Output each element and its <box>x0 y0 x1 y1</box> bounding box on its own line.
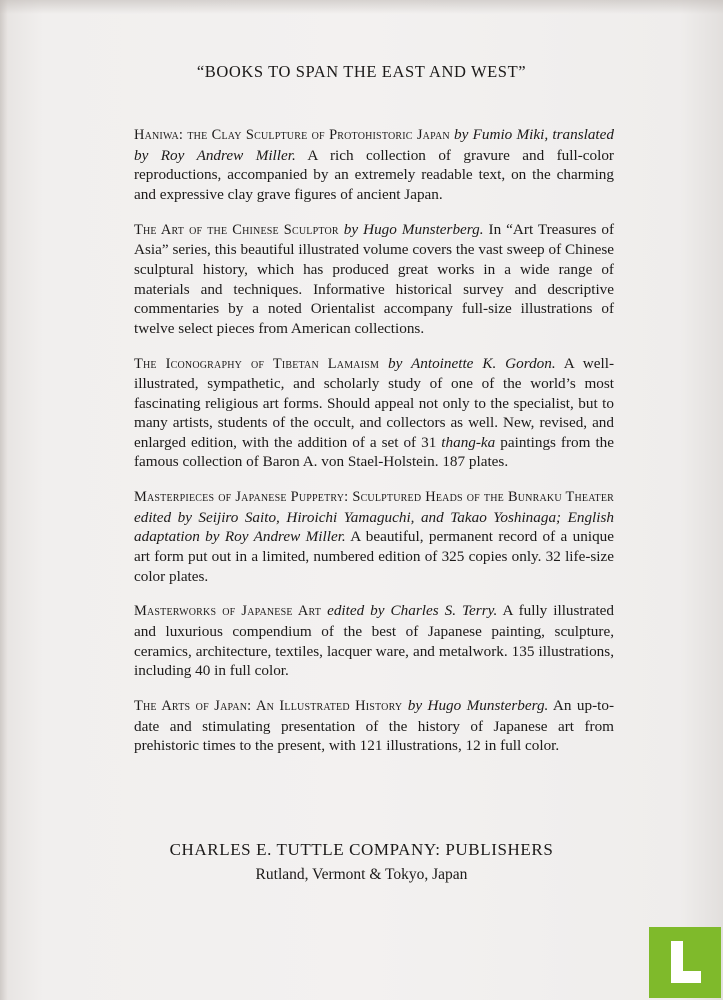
book-description: A beautiful, permanent record of a unique art form put out in a limited, numbered edition of 325 copies only. 32 life-size color plates. <box>134 528 614 585</box>
book-description: A rich collection of gravure and full-color reproductions, accompanied by an extremely readable text, on the charming and expressive clay grave figures of ancient Japan. <box>134 146 614 203</box>
book-title: The Arts of Japan: An Illustrated History <box>134 697 403 714</box>
book-title: The Iconography of Tibetan Lamaism <box>134 355 380 372</box>
book-title: The Art of the Chinese Sculptor <box>134 221 339 238</box>
book-credit: by Hugo Munsterberg. <box>402 696 549 714</box>
book-entry-tibetan-lamaism <box>134 354 614 473</box>
book-entry-masterworks <box>134 601 614 680</box>
publisher-name: CHARLES E. TUTTLE COMPANY: PUBLISHERS <box>169 840 554 859</box>
book-credit: edited by Charles S. Terry. <box>321 602 498 620</box>
book-title: Masterworks of Japanese Art <box>134 603 322 620</box>
series-heading: “BOOKS TO SPAN THE EAST AND WEST” <box>196 62 527 81</box>
book-description-italic: thang-ka <box>441 433 496 451</box>
book-entry-haniwa <box>134 125 614 204</box>
book-title: Haniwa: the Clay Sculpture of Protohistoric Japan <box>134 127 450 144</box>
book-credit: by Hugo Munsterberg. <box>338 220 484 238</box>
book-title: Masterpieces of Japanese Puppetry: Sculptured Heads of the Bunraku Theater <box>134 489 614 506</box>
book-description: A fully illustrated and luxurious compendium of the best of Japanese painting, sculpture, ceramics, architecture, textiles, lacquer ware, and metalwork. 135 illustrations, including 40 in full color. <box>134 602 615 680</box>
book-entry-japanese-puppetry <box>134 487 614 586</box>
book-entry-arts-of-japan <box>134 696 614 756</box>
book-credit: edited by Seijiro Saito, Hiroichi Yamaguchi, and Takao Yoshinaga; English adaptation by Roy Andrew Miller. <box>134 508 614 546</box>
cover-top-wear <box>0 0 723 14</box>
l-logo-icon <box>671 941 701 983</box>
book-description-tail: paintings from the famous collection of Baron A. von Stael-Holstein. 187 plates. <box>134 433 614 471</box>
publisher-address: Rutland, Vermont & Tokyo, Japan <box>255 866 468 883</box>
catalog-sticker-logo <box>649 927 721 998</box>
book-description: A well-illustrated, sympathetic, and scholarly study of one of the world’s most fascinating religious art forms. Should appeal not only to the specialist, but to many artists, students of the occult, and collectors as well. New, revised, and enlarged edition, with the addition of a set of 31 <box>134 354 614 451</box>
book-entry-chinese-sculptor <box>134 220 614 339</box>
book-credit: by Antoinette K. Gordon. <box>379 354 556 372</box>
book-credit: by Fumio Miki, translated by Roy Andrew Miller. <box>134 126 614 164</box>
book-description: An up-to-date and stimulating presentation of the history of Japanese art from prehistoric times to the present, with 121 illustrations, 12 in full color. <box>134 696 615 755</box>
book-list <box>134 110 614 770</box>
book-description: In “Art Treasures of Asia” series, this beautiful illustrated volume covers the vast sweep of Chinese sculptural history, which has produced great works in a wide range of materials and techniques. Informative historical survey and descriptive commentaries by a noted Orientalist accompany full-size illustrations of twelve select pieces from American collections. <box>134 220 615 337</box>
